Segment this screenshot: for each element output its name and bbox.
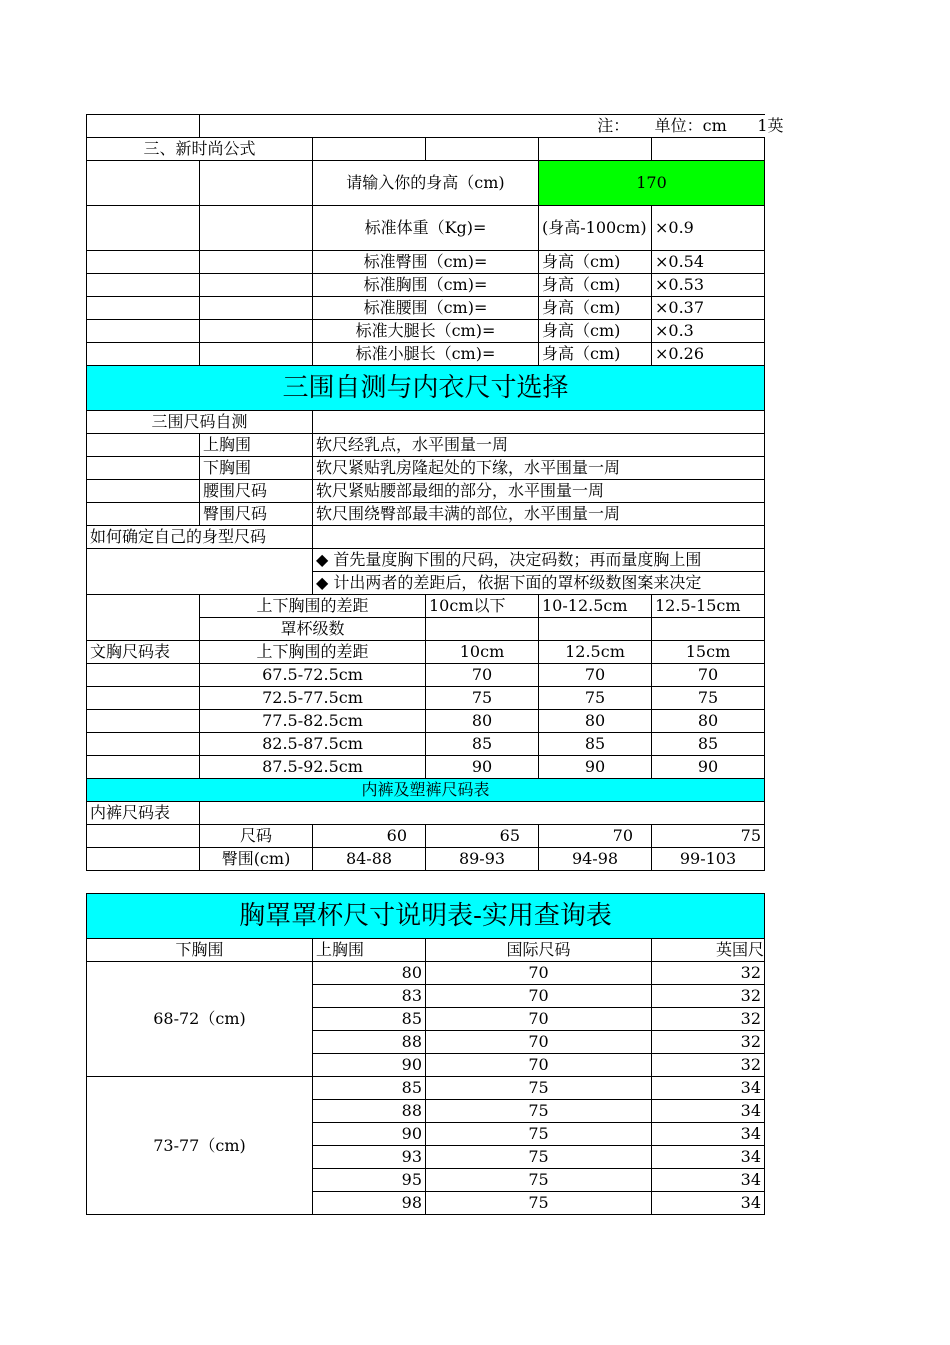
pants-hip: 84-88: [313, 848, 426, 871]
bra-range: 12.5-15cm: [652, 595, 765, 618]
measure-desc: 软尺围绕臀部最丰满的部位，水平围量一周: [313, 503, 765, 526]
cup-over: 90: [313, 1054, 426, 1077]
spreadsheet: [86, 114, 784, 1215]
cup-header-uk: 英国尺: [652, 939, 765, 962]
bra-under: 72.5-77.5cm: [200, 687, 426, 710]
cell-empty[interactable]: [87, 710, 200, 733]
cell-empty[interactable]: [87, 733, 200, 756]
note-inch: 1英: [757, 116, 784, 135]
pants-hip: 94-98: [539, 848, 652, 871]
cell-empty[interactable]: [426, 618, 539, 641]
cell-empty[interactable]: [200, 802, 765, 825]
cell-empty[interactable]: [87, 756, 200, 779]
cup-uk: 32: [652, 962, 765, 985]
bra-value: 90: [652, 756, 765, 779]
main-table: [86, 114, 784, 871]
pants-size: 75: [652, 825, 765, 848]
formula-factor: ×0.54: [652, 251, 765, 274]
formula-base: 身高（cm): [539, 297, 652, 320]
formula-factor: ×0.26: [652, 343, 765, 366]
cell-empty[interactable]: [87, 664, 200, 687]
cup-over: 83: [313, 985, 426, 1008]
cell-empty[interactable]: [87, 848, 200, 871]
bra-value: 70: [652, 664, 765, 687]
bra-range: 10-12.5cm: [539, 595, 652, 618]
cell-empty[interactable]: [87, 274, 200, 297]
cell-empty[interactable]: [87, 480, 200, 503]
bra-diff: 12.5cm: [539, 641, 652, 664]
note-unit: 单位：cm: [654, 116, 727, 135]
cup-over: 80: [313, 962, 426, 985]
cup-uk: 32: [652, 985, 765, 1008]
bra-table-label: 文胸尺码表: [87, 641, 200, 664]
cup-header-over: 上胸围: [313, 939, 426, 962]
formula-base: 身高（cm): [539, 251, 652, 274]
measure-desc: 软尺紧贴乳房隆起处的下缘，水平围量一周: [313, 457, 765, 480]
bra-under: 87.5-92.5cm: [200, 756, 426, 779]
pants-label: 内裤尺码表: [87, 802, 200, 825]
formula-factor: ×0.3: [652, 320, 765, 343]
formula-factor: ×0.53: [652, 274, 765, 297]
measure-name: 腰围尺码: [200, 480, 313, 503]
cup-uk: 34: [652, 1169, 765, 1192]
cup-intl: 70: [426, 1054, 652, 1077]
cell-empty[interactable]: [87, 206, 200, 251]
cup-uk: 32: [652, 1008, 765, 1031]
cup-uk: 34: [652, 1077, 765, 1100]
cell-empty[interactable]: [87, 595, 200, 641]
cup-intl: 70: [426, 1008, 652, 1031]
cell-empty[interactable]: [87, 503, 200, 526]
cup-header-under: 下胸围: [87, 939, 313, 962]
cup-intl: 75: [426, 1169, 652, 1192]
note-cell[interactable]: [200, 115, 784, 138]
pants-hip: 99-103: [652, 848, 765, 871]
cup-under-group: 73-77（cm): [87, 1077, 313, 1215]
cell-empty[interactable]: [200, 274, 313, 297]
cell-empty[interactable]: [87, 549, 313, 595]
cell-empty[interactable]: [87, 251, 200, 274]
formula-factor: ×0.37: [652, 297, 765, 320]
cell-empty[interactable]: [87, 320, 200, 343]
self-measure-section[interactable]: 三围尺码自测: [87, 411, 313, 434]
cell-empty[interactable]: [87, 457, 200, 480]
cup-over: 95: [313, 1169, 426, 1192]
cell-empty[interactable]: [200, 343, 313, 366]
cup-table: [86, 893, 765, 1215]
cup-intl: 75: [426, 1100, 652, 1123]
bra-value: 90: [426, 756, 539, 779]
cup-over: 85: [313, 1077, 426, 1100]
formula-label: 标准臀围（cm)=: [313, 251, 539, 274]
cell-empty[interactable]: [652, 138, 765, 161]
cup-uk: 34: [652, 1146, 765, 1169]
cell-empty[interactable]: [87, 343, 200, 366]
cell-empty[interactable]: [313, 411, 765, 434]
cell-empty[interactable]: [87, 434, 200, 457]
cup-over: 88: [313, 1031, 426, 1054]
step-1: ◆ 首先量度胸下围的尺码，决定码数；再而量度胸上围: [313, 549, 765, 572]
note-label: 注：: [597, 116, 630, 135]
cell-empty[interactable]: [200, 320, 313, 343]
cup-intl: 75: [426, 1146, 652, 1169]
cup-under-group: 68-72（cm): [87, 962, 313, 1077]
bra-diff: 10cm: [426, 641, 539, 664]
cup-uk: 34: [652, 1123, 765, 1146]
bra-value: 90: [539, 756, 652, 779]
cup-intl: 75: [426, 1077, 652, 1100]
bra-value: 80: [652, 710, 765, 733]
pants-size: 60: [313, 825, 426, 848]
cup-intl: 70: [426, 1031, 652, 1054]
bra-range: 10cm以下: [426, 595, 539, 618]
cell-empty[interactable]: [652, 618, 765, 641]
cell-empty[interactable]: [539, 138, 652, 161]
pants-hip: 89-93: [426, 848, 539, 871]
bra-value: 75: [426, 687, 539, 710]
cup-intl: 75: [426, 1123, 652, 1146]
cell-empty[interactable]: [87, 825, 200, 848]
cell-empty[interactable]: [313, 138, 426, 161]
measure-name: 臀围尺码: [200, 503, 313, 526]
cup-table-title: 胸罩罩杯尺寸说明表-实用查询表: [87, 894, 765, 939]
formula-factor: ×0.9: [652, 206, 765, 251]
pants-size: 70: [539, 825, 652, 848]
cell-empty[interactable]: [87, 161, 200, 206]
cell-empty[interactable]: [200, 251, 313, 274]
cell-empty[interactable]: [87, 115, 200, 138]
cup-uk: 34: [652, 1100, 765, 1123]
formula-base: 身高（cm): [539, 320, 652, 343]
cell-empty[interactable]: [87, 297, 200, 320]
formula-base: 身高（cm): [539, 343, 652, 366]
cell-empty[interactable]: [200, 206, 313, 251]
cup-header-intl: 国际尺码: [426, 939, 652, 962]
measure-desc: 软尺紧贴腰部最细的部分，水平围量一周: [313, 480, 765, 503]
bra-under: 82.5-87.5cm: [200, 733, 426, 756]
height-input[interactable]: 170: [539, 161, 765, 206]
cup-over: 88: [313, 1100, 426, 1123]
how-title: 如何确定自己的身型尺码: [87, 526, 313, 549]
formula-label: 标准体重（Kg)=: [313, 206, 539, 251]
cell-empty[interactable]: [313, 526, 765, 549]
formula-base: 身高（cm): [539, 274, 652, 297]
formula-section[interactable]: 三、新时尚公式: [87, 138, 313, 161]
bra-value: 85: [539, 733, 652, 756]
cell-empty[interactable]: [200, 161, 313, 206]
cup-uk: 34: [652, 1192, 765, 1215]
cup-over: 85: [313, 1008, 426, 1031]
cup-uk: 32: [652, 1031, 765, 1054]
cell-empty[interactable]: [539, 618, 652, 641]
cup-intl: 70: [426, 962, 652, 985]
bra-value: 75: [539, 687, 652, 710]
cup-over: 93: [313, 1146, 426, 1169]
bra-value: 85: [652, 733, 765, 756]
formula-label: 标准腰围（cm)=: [313, 297, 539, 320]
height-prompt: 请输入你的身高（cm): [313, 161, 539, 206]
cup-uk: 32: [652, 1054, 765, 1077]
bra-under: 67.5-72.5cm: [200, 664, 426, 687]
cup-over: 98: [313, 1192, 426, 1215]
cup-intl: 75: [426, 1192, 652, 1215]
cell-empty[interactable]: [200, 297, 313, 320]
formula-label: 标准胸围（cm)=: [313, 274, 539, 297]
cup-over: 90: [313, 1123, 426, 1146]
bra-diff: 15cm: [652, 641, 765, 664]
pants-size: 65: [426, 825, 539, 848]
pants-hip-label: 臀围(cm): [200, 848, 313, 871]
bra-value: 70: [539, 664, 652, 687]
pants-title: 内裤及塑裤尺码表: [87, 779, 765, 802]
cell-empty[interactable]: [426, 138, 539, 161]
bra-cup-label: 罩杯级数: [200, 618, 426, 641]
bra-value: 85: [426, 733, 539, 756]
bra-diff-label-2: 上下胸围的差距: [200, 641, 426, 664]
bra-under: 77.5-82.5cm: [200, 710, 426, 733]
measure-name: 下胸围: [200, 457, 313, 480]
bra-value: 80: [426, 710, 539, 733]
measure-name: 上胸围: [200, 434, 313, 457]
bra-value: 70: [426, 664, 539, 687]
bra-diff-label: 上下胸围的差距: [200, 595, 426, 618]
self-measure-title: 三围自测与内衣尺寸选择: [87, 366, 765, 411]
step-2: ◆ 计出两者的差距后，依据下面的罩杯级数图案来决定: [313, 572, 765, 595]
formula-label: 标准小腿长（cm)=: [313, 343, 539, 366]
pants-size-label: 尺码: [200, 825, 313, 848]
cup-intl: 70: [426, 985, 652, 1008]
formula-base: (身高-100cm): [539, 206, 652, 251]
cell-empty[interactable]: [87, 687, 200, 710]
formula-label: 标准大腿长（cm)=: [313, 320, 539, 343]
bra-value: 75: [652, 687, 765, 710]
measure-desc: 软尺经乳点，水平围量一周: [313, 434, 765, 457]
bra-value: 80: [539, 710, 652, 733]
